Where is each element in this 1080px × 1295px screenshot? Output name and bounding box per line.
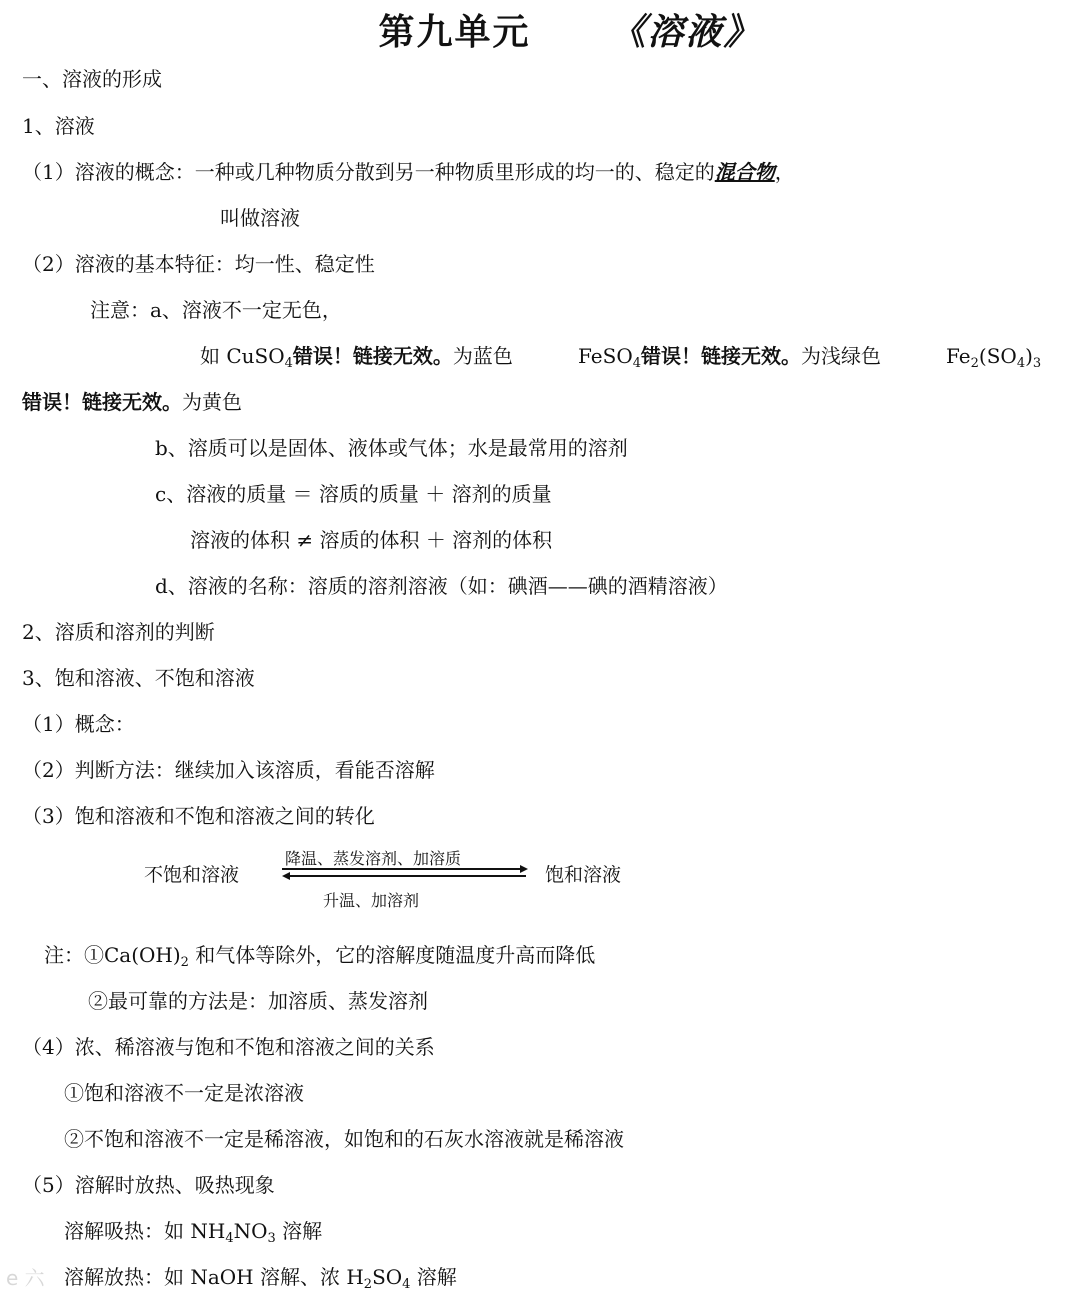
- title-topic: 《溶液》: [609, 12, 762, 53]
- feso4-color: 为浅绿色: [801, 344, 881, 368]
- so4-part: (SO: [978, 344, 1017, 368]
- link-error-3: 错误！链接无效。: [22, 390, 182, 414]
- definition-line-2: 叫做溶液: [220, 206, 300, 230]
- release-mid: SO: [372, 1265, 403, 1289]
- heat-release: [64, 1265, 457, 1292]
- heat-line: （5）溶解时放热、吸热现象: [22, 1173, 275, 1197]
- note-d: d、溶液的名称：溶质的溶剂溶液（如：碘酒——碘的酒精溶液）: [155, 574, 728, 598]
- feso4-subscript: 4: [632, 356, 641, 371]
- conversion-line: （3）饱和溶液和不饱和溶液之间的转化: [22, 804, 375, 828]
- close-paren: ): [1025, 344, 1033, 368]
- absorb-sub-1: 4: [225, 1231, 234, 1246]
- note-1-subscript: 2: [180, 955, 189, 970]
- fe2so43-formula: Fe: [946, 344, 971, 368]
- color-example-3-tail: [22, 390, 242, 414]
- conversion-diagram: [140, 842, 660, 912]
- relation-a: ①饱和溶液不一定是浓溶液: [64, 1081, 304, 1105]
- link-error-1: 错误！链接无效。: [292, 344, 453, 368]
- features-line: （2）溶液的基本特征：均一性、稳定性: [22, 252, 375, 276]
- subsection-solute-solvent: 2、溶质和溶剂的判断: [22, 620, 215, 644]
- definition-text: （1）溶液的概念：一种或几种物质分散到另一种物质里形成的均一的、稳定的: [22, 160, 715, 184]
- definition-line: [22, 160, 795, 184]
- subsection-solution: 1、溶液: [22, 114, 95, 138]
- note-c-volume: 溶液的体积 ≠ 溶质的体积 ＋ 溶剂的体积: [190, 528, 553, 552]
- to-unsaturated-conditions: 升温、加溶剂: [323, 891, 420, 910]
- color-example-1: [200, 344, 513, 371]
- subsection-saturated: 3、饱和溶液、不饱和溶液: [22, 666, 255, 690]
- definition-comma: ，: [774, 160, 795, 184]
- watermark-logo: e 六: [6, 1266, 45, 1290]
- relation-b: ②不饱和溶液不一定是稀溶液，如饱和的石灰水溶液就是稀溶液: [64, 1127, 624, 1151]
- release-text: 溶解放热：如 NaOH 溶解、浓 H: [64, 1265, 364, 1289]
- fe-subscript: 2: [970, 356, 979, 371]
- absorb-mid: NO: [233, 1219, 268, 1243]
- definition-keyword: 混合物: [714, 160, 775, 184]
- cuso4-subscript: 4: [284, 356, 293, 371]
- color-example-2: [578, 344, 881, 371]
- note-2: ②最可靠的方法是：加溶质、蒸发溶剂: [88, 989, 428, 1013]
- judgement-line: （2）判断方法：继续加入该溶质，看能否溶解: [22, 758, 435, 782]
- absorb-text: 溶解吸热：如 NH: [64, 1219, 226, 1243]
- absorb-sub-2: 3: [267, 1231, 276, 1246]
- note-1: [44, 943, 596, 970]
- fe2so43-color: 为黄色: [182, 390, 242, 414]
- title-unit: 第九单元: [378, 12, 531, 53]
- cuso4-color: 为蓝色: [452, 344, 513, 368]
- note-1-text: 和气体等除外，它的溶解度随温度升高而降低: [188, 943, 596, 967]
- group-subscript: 3: [1032, 356, 1042, 371]
- page-title: [0, 4, 1080, 55]
- release-sub-1: 2: [363, 1277, 373, 1292]
- note-b: b、溶质可以是固体、液体或气体；水是最常用的溶剂: [155, 436, 628, 460]
- release-sub-2: 4: [402, 1277, 411, 1292]
- link-error-2: 错误！链接无效。: [641, 344, 801, 368]
- so4-subscript: 4: [1016, 356, 1026, 371]
- note-a: 注意：a、溶液不一定无色，: [90, 298, 342, 322]
- unsaturated-label: 不饱和溶液: [144, 864, 240, 886]
- concept-line: （1）概念：: [22, 712, 135, 736]
- color-example-3-formula: [946, 344, 1042, 371]
- heat-absorb: [64, 1219, 323, 1246]
- note-1-formula: 注：①Ca(OH): [44, 943, 181, 967]
- to-saturated-conditions: 降温、蒸发溶剂、加溶质: [285, 849, 462, 868]
- release-post: 溶解: [410, 1265, 457, 1289]
- feso4-formula: FeSO: [578, 344, 633, 368]
- relation-line: （4）浓、稀溶液与饱和不饱和溶液之间的关系: [22, 1035, 435, 1059]
- saturated-label: 饱和溶液: [545, 864, 622, 886]
- section-heading-1: 一、溶液的形成: [22, 67, 162, 91]
- note-c-mass: c、溶液的质量 ＝ 溶质的质量 ＋ 溶剂的质量: [155, 482, 552, 506]
- absorb-post: 溶解: [275, 1219, 323, 1243]
- cuso4-formula: 如 CuSO: [200, 344, 285, 368]
- double-arrow-icon: [280, 864, 530, 882]
